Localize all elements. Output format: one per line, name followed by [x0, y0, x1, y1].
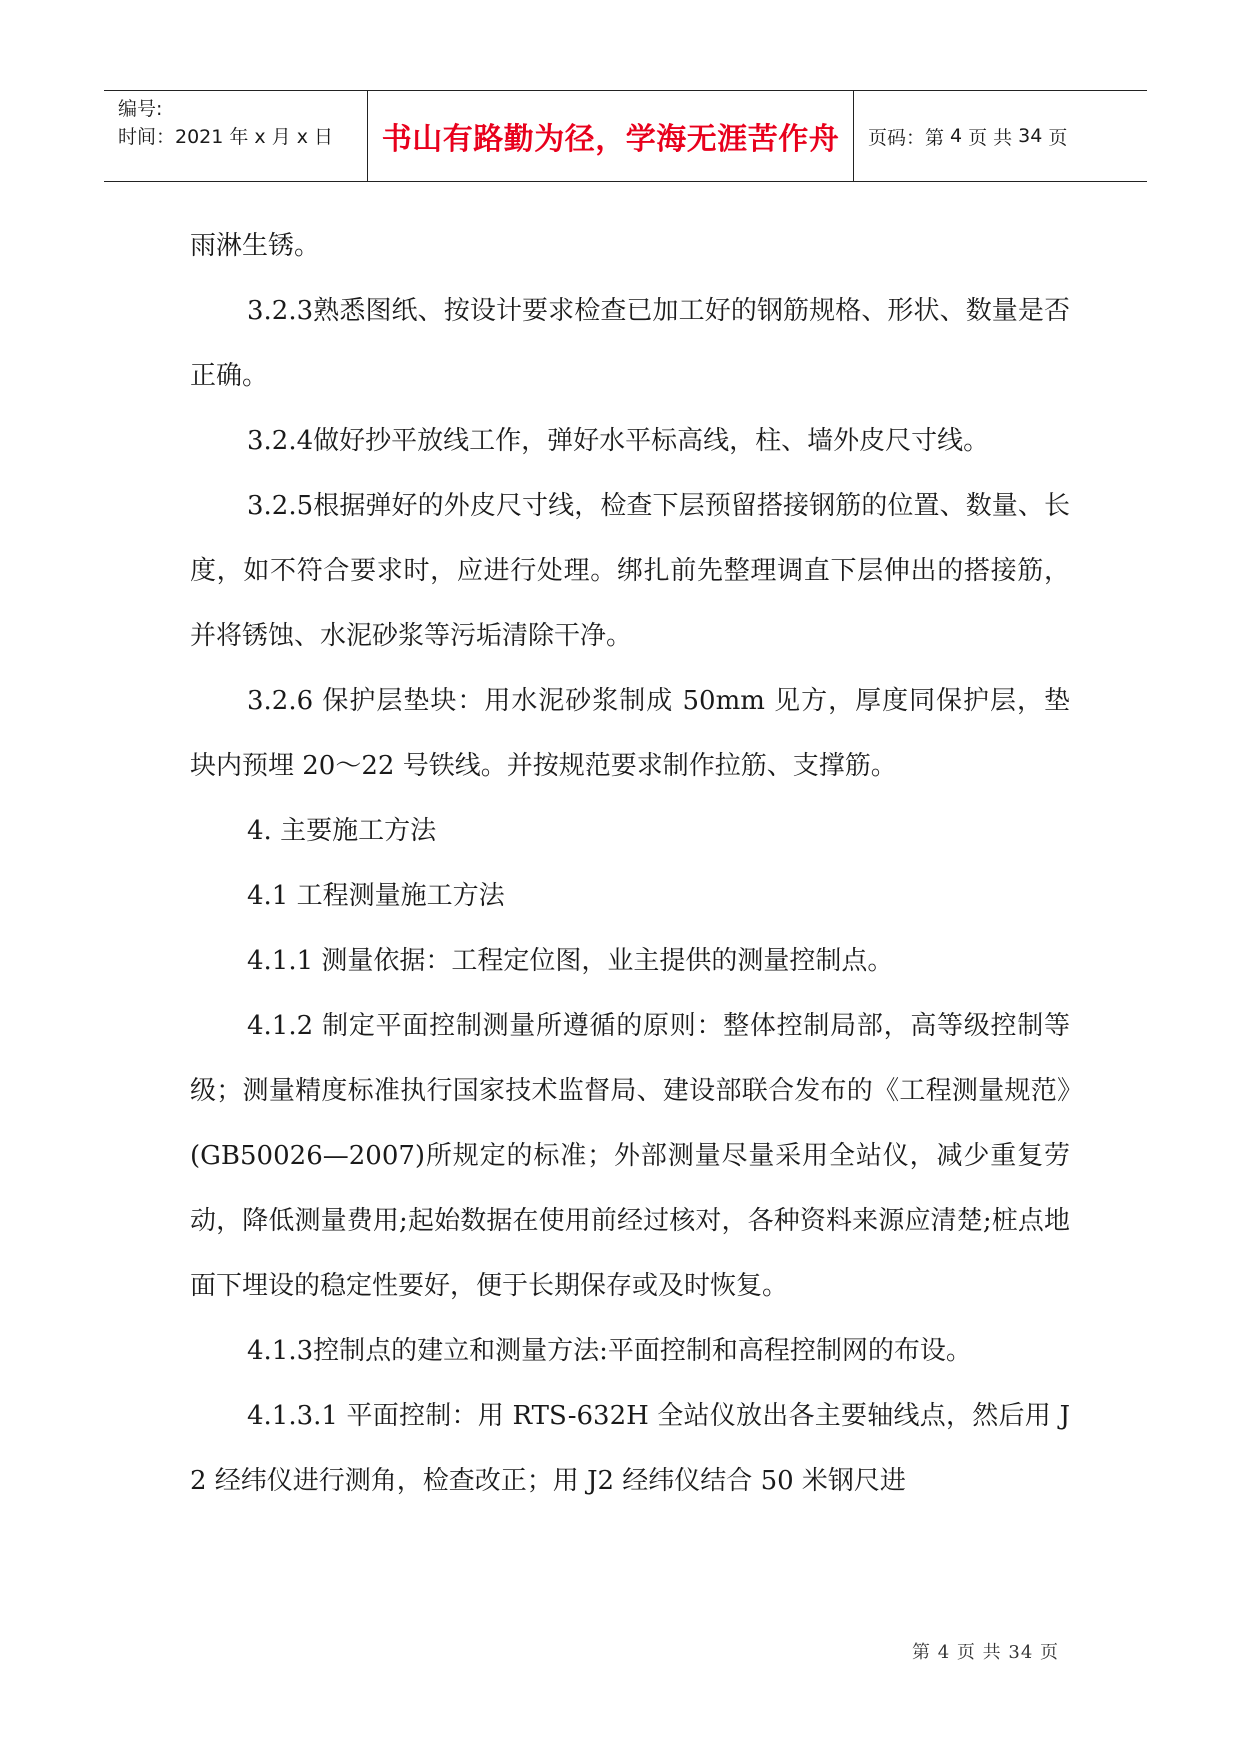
body-paragraph: 4.1.2 制定平面控制测量所遵循的原则：整体控制局部，高等级控制等级；测量精度标准执行国家技术监督局、建设部联合发布的《工程测量规范》(GB50026—2007)所规定的标准；外部测量尽量采用全站仪，减少重复劳动，降低测量费用;起始数据在使用前经过核对，各种资料来源应清楚;桩点地面下埋设的稳定性要好，便于长期保存或及时恢复。 — [190, 1011, 1070, 1301]
body-paragraph: 3.2.4做好抄平放线工作，弹好水平标高线，柱、墙外皮尺寸线。 — [247, 426, 990, 456]
body-paragraph: 4.1.3.1 平面控制：用 RTS-632H 全站仪放出各主要轴线点，然后用 J2 经纬仪进行测角，检查改正；用 J2 经纬仪结合 50 米钢尺进 — [190, 1401, 1070, 1496]
page-total: 34 — [1018, 125, 1043, 147]
page-mid: 页 共 — [968, 126, 1013, 149]
header-motto: 书山有路勤为径，学海无涯苦作舟 — [381, 122, 840, 157]
body-paragraph: 4.1.1 测量依据：工程定位图，业主提供的测量控制点。 — [247, 946, 894, 976]
header-motto-cell — [368, 91, 854, 181]
body-paragraph: 3.2.6 保护层垫块：用水泥砂浆制成 50mm 见方，厚度同保护层，垫块内预埋 20～22 号铁线。并按规范要求制作拉筋、支撑筋。 — [190, 686, 1070, 781]
document-body — [190, 214, 1070, 1514]
body-paragraph: 4.1 工程测量施工方法 — [247, 881, 505, 911]
page-current: 4 — [950, 125, 963, 147]
page-prefix: 页码：第 — [868, 126, 945, 149]
date-label: 时间：2021 年 x 月 x 日 — [118, 126, 334, 148]
body-paragraph: 3.2.5根据弹好的外皮尺寸线，检查下层预留搭接钢筋的位置、数量、长度，如不符合要求时，应进行处理。绑扎前先整理调直下层伸出的搭接筋，并将锈蚀、水泥砂浆等污垢清除干净。 — [190, 491, 1070, 651]
body-paragraph: 雨淋生锈。 — [190, 231, 321, 261]
page-suffix: 页 — [1048, 126, 1068, 149]
body-paragraph: 3.2.3熟悉图纸、按设计要求检查已加工好的钢筋规格、形状、数量是否正确。 — [190, 296, 1070, 391]
document-header — [104, 90, 1147, 182]
body-paragraph: 4.1.3控制点的建立和测量方法:平面控制和高程控制网的布设。 — [247, 1336, 972, 1366]
page-footer: 第 4 页 共 34 页 — [912, 1642, 1059, 1663]
header-meta-cell — [104, 91, 368, 181]
serial-number-label: 编号: — [118, 98, 163, 120]
header-page-cell — [854, 91, 1147, 181]
body-paragraph: 4. 主要施工方法 — [247, 816, 437, 846]
